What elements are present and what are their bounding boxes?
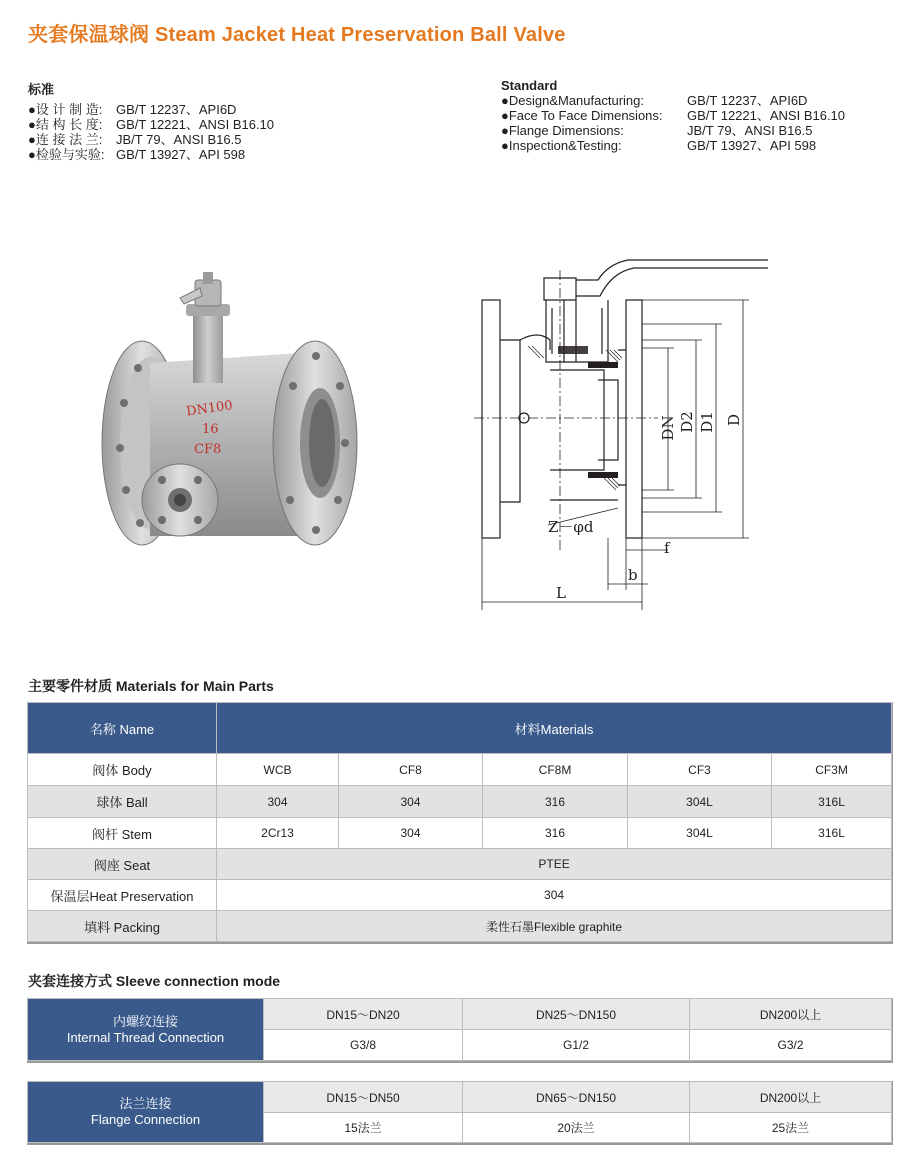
value-cell: G1/2 [463, 1030, 690, 1061]
table-row [28, 786, 892, 818]
material-cell: 柔性石墨Flexible graphite [217, 911, 892, 942]
standard-value: GB/T 12237、API6D [116, 102, 237, 117]
material-cell: 304 [339, 786, 483, 818]
sleeve-table-wrap [27, 998, 893, 1063]
page-title: 夹套保温球阀 Steam Jacket Heat Preservation Ball Valve [28, 24, 566, 46]
material-cell: 2Cr13 [217, 818, 339, 849]
photo-marking-pn: 16 [202, 422, 219, 437]
value-cell: 20法兰 [463, 1113, 690, 1143]
standard-value: GB/T 12221、ANSI B16.10 [687, 108, 846, 123]
standard-en-item [501, 138, 845, 153]
size-cell: DN15～DN20 [264, 999, 463, 1030]
name-header: 名称 Name [28, 703, 217, 754]
connection-label-cn: 法兰连接 [119, 1096, 172, 1111]
material-cell: CF8M [483, 754, 628, 786]
sleeve-table-wrap [27, 1081, 893, 1145]
standard-label: ●检验与实验: [28, 147, 105, 162]
standard-cn-heading: 标准 [28, 82, 55, 97]
technical-drawing [468, 250, 768, 612]
part-name: 阀杆 Stem [28, 818, 217, 849]
standard-cn-item [28, 147, 274, 162]
material-cell: 304L [628, 786, 772, 818]
standard-cn-item [28, 117, 274, 132]
materials-table-wrap [27, 702, 893, 944]
value-cell: G3/8 [264, 1030, 463, 1061]
value-cell: 15法兰 [264, 1113, 463, 1143]
materials-header: 材料Materials [217, 703, 892, 754]
connection-label [28, 999, 264, 1061]
table-row [28, 911, 892, 942]
connection-label-en: Flange Connection [90, 1112, 201, 1127]
material-cell: 304 [217, 880, 892, 911]
standard-value: GB/T 12221、ANSI B16.10 [116, 117, 275, 132]
material-cell: 316 [483, 818, 628, 849]
size-cell: DN25～DN150 [463, 999, 690, 1030]
material-cell: 316L [772, 786, 892, 818]
material-cell: 304L [628, 818, 772, 849]
connection-label-en: Internal Thread Connection [66, 1029, 225, 1045]
standard-cn [28, 79, 274, 162]
standard-value: GB/T 13927、API 598 [116, 147, 246, 162]
photo-marking-dn: DN100 [185, 398, 234, 420]
standard-en-item [501, 123, 845, 138]
standard-cn-item [28, 132, 274, 147]
material-cell: CF8 [339, 754, 483, 786]
part-name: 球体 Ball [28, 786, 217, 818]
size-cell: DN200以上 [690, 999, 892, 1030]
standard-label: ●Flange Dimensions: [501, 123, 624, 138]
sleeve-table-internal [27, 998, 892, 1061]
photo-marking-material: CF8 [194, 442, 222, 457]
dim-d: D [725, 413, 743, 427]
material-cell: 304 [339, 818, 483, 849]
valve-photo [90, 268, 360, 598]
standard-value: JB/T 79、ANSI B16.5 [116, 132, 242, 147]
size-cell: DN200以上 [690, 1082, 892, 1113]
material-cell: 304 [217, 786, 339, 818]
standard-en-item [501, 108, 845, 123]
standard-label: ●Inspection&Testing: [501, 138, 622, 153]
sleeve-table-flange [27, 1081, 892, 1143]
standard-label: ●设 计 制 造: [28, 102, 103, 117]
dim-b: b [628, 566, 638, 584]
dim-f: f [664, 539, 670, 557]
value-cell: G3/2 [690, 1030, 892, 1061]
standard-value: GB/T 12237、API6D [687, 93, 808, 108]
standard-value: GB/T 13927、API 598 [687, 138, 817, 153]
standard-label: ●连 接 法 兰: [28, 132, 103, 147]
connection-label [28, 1082, 264, 1143]
size-cell: DN15～DN50 [264, 1082, 463, 1113]
material-cell: WCB [217, 754, 339, 786]
materials-heading: 主要零件材质 Materials for Main Parts [28, 678, 274, 694]
standard-en-heading: Standard [501, 78, 558, 93]
standard-en [501, 78, 845, 153]
materials-table [27, 702, 892, 942]
dim-z-phi-d: Z－φd [548, 518, 594, 536]
part-name: 阀座 Seat [28, 849, 217, 880]
size-cell: DN65～DN150 [463, 1082, 690, 1113]
standard-label: ●Design&Manufacturing: [501, 93, 644, 108]
connection-label-cn: 内螺纹连接 [112, 1013, 178, 1029]
dim-l: L [556, 584, 566, 602]
standard-value: JB/T 79、ANSI B16.5 [687, 123, 813, 138]
material-cell: 316L [772, 818, 892, 849]
standard-label: ●结 构 长 度: [28, 117, 103, 132]
standard-cn-item [28, 102, 274, 117]
dim-d1: D1 [698, 411, 716, 433]
part-name: 阀体 Body [28, 754, 217, 786]
sleeve-heading: 夹套连接方式 Sleeve connection mode [28, 973, 281, 989]
value-cell: 25法兰 [690, 1113, 892, 1143]
standard-label: ●Face To Face Dimensions: [501, 108, 663, 123]
material-cell: 316 [483, 786, 628, 818]
dim-d2: D2 [678, 411, 696, 433]
table-row [28, 849, 892, 880]
standard-en-item [501, 93, 845, 108]
table-row [28, 880, 892, 911]
material-cell: PTEE [217, 849, 892, 880]
table-row [28, 818, 892, 849]
part-name: 保温层Heat Preservation [28, 880, 217, 911]
material-cell: CF3M [772, 754, 892, 786]
dim-dn: DN [659, 415, 677, 441]
part-name: 填料 Packing [28, 911, 217, 942]
material-cell: CF3 [628, 754, 772, 786]
table-row [28, 754, 892, 786]
